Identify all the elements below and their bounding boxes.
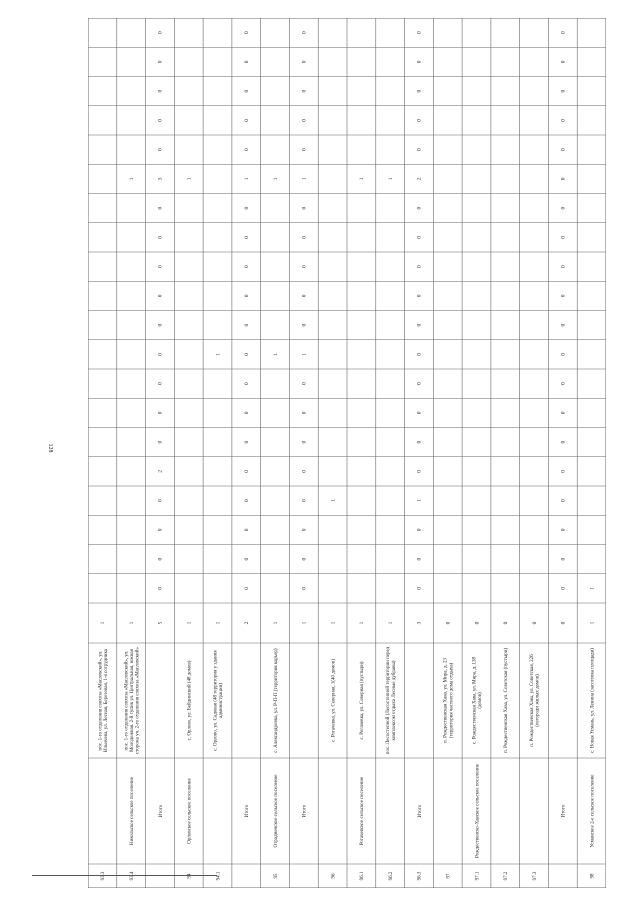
cell-value: 0: [301, 499, 308, 502]
cell-value: 0: [416, 236, 423, 239]
cell-value: 0: [416, 411, 423, 415]
cell-value: 0: [301, 587, 308, 590]
cell-value: 0: [560, 31, 567, 34]
row-locality: с. Орлово, ул. Садовая (48 территория у зданияадминистрации): [213, 650, 225, 751]
row-code: 98: [590, 873, 596, 879]
row-locality: с. Рогачевка, ул. Северная, 1(40 домов): [331, 659, 337, 742]
cell-value: 0: [157, 265, 164, 268]
row-total: 0: [531, 621, 538, 625]
row-total: 0: [503, 621, 510, 625]
cell-value: 0: [416, 440, 423, 444]
cell-value: 0: [244, 470, 251, 473]
cell-value: 0: [244, 440, 251, 444]
cell-value: 0: [157, 353, 164, 356]
row-total: 1: [100, 621, 107, 625]
cell-value: 0: [560, 353, 567, 356]
cell-value: 1: [186, 177, 193, 181]
cell-value: 1: [330, 499, 337, 502]
cell-value: 1: [416, 499, 423, 502]
cell-value: 0: [416, 60, 423, 64]
row-code: 94.1: [216, 871, 222, 881]
cell-value: 0: [244, 323, 251, 327]
cell-value: 0: [301, 323, 308, 327]
cell-value: 0: [560, 294, 567, 298]
cell-value: 0: [244, 528, 251, 532]
cell-value: 2: [157, 470, 164, 473]
cell-value: 0: [416, 148, 423, 151]
cell-value: 0: [560, 528, 567, 532]
row-region: Итого: [158, 804, 164, 818]
row-region: Рогачевское сельское поселение: [360, 776, 366, 846]
cell-value: 0: [301, 440, 308, 444]
cell-value: 0: [157, 411, 164, 415]
cell-value: 1: [387, 177, 394, 181]
cell-value: 3: [157, 177, 164, 181]
cell-value: 0: [301, 119, 308, 122]
cell-value: 0: [560, 411, 567, 415]
cell-value: 0: [157, 206, 164, 210]
row-total: 1: [589, 621, 596, 625]
cell-value: 0: [560, 236, 567, 239]
row-region: Итого: [561, 804, 567, 818]
cell-value: 0: [416, 382, 423, 385]
row-code: 93.3: [101, 871, 107, 881]
cell-value: 0: [244, 89, 251, 93]
cell-value: 0: [244, 499, 251, 502]
cell-value: 0: [416, 587, 423, 590]
cell-value: 0: [301, 557, 308, 561]
cell-value: 0: [301, 294, 308, 298]
cell-value: 0: [560, 587, 567, 590]
row-locality: пос. Лесостепной (Лесостепной территории передкомплексом отдыха Лесные дубравы): [386, 646, 397, 755]
cell-value: 0: [560, 119, 567, 122]
cell-value: 0: [416, 31, 423, 34]
cell-value: 1: [272, 177, 279, 181]
cell-value: 0: [157, 294, 164, 298]
cell-value: 0: [416, 470, 423, 473]
cell-value: 0: [157, 119, 164, 122]
cell-value: 1: [359, 177, 366, 181]
cell-value: 0: [416, 323, 423, 327]
cell-value: 0: [301, 528, 308, 532]
cell-value: 0: [157, 148, 164, 151]
cell-value: 0: [244, 148, 251, 151]
cell-value: 0: [301, 89, 308, 93]
cell-value: 0: [244, 294, 251, 298]
row-region: Итого: [245, 804, 251, 818]
cell-value: 1: [215, 353, 222, 356]
cell-value: 0: [244, 557, 251, 561]
cell-value: 0: [416, 265, 423, 268]
cell-value: 0: [560, 265, 567, 268]
cell-value: 0: [301, 148, 308, 151]
row-code: 95: [273, 873, 279, 879]
cell-value: 0: [301, 470, 308, 473]
row-locality: пос. 1-го отделения совхоза «Масловский», ул.Молодежная. 2-й тупик ул. Центральная, южнаясторона уч. 2-го отделения совхоза «Масловский»: [124, 647, 141, 754]
cell-value: 0: [416, 557, 423, 561]
cell-value: 2: [416, 177, 423, 181]
row-locality: п. Рождественская Хава, ул. Советская (пустыри): [504, 647, 510, 754]
row-code: 96.2: [388, 871, 394, 881]
cell-value: 0: [157, 528, 164, 532]
cell-value: 0: [301, 265, 308, 268]
cell-value: 0: [560, 557, 567, 561]
row-region: Итого: [302, 804, 308, 818]
cell-value: 0: [244, 119, 251, 122]
cell-value: 0: [560, 89, 567, 93]
cell-value: 0: [560, 177, 567, 181]
cell-value: 0: [301, 382, 308, 385]
cell-value: 0: [560, 440, 567, 444]
row-total: 2: [244, 621, 251, 625]
cell-value: 0: [416, 206, 423, 210]
row-total: 0: [474, 621, 481, 625]
row-total: 1: [301, 621, 308, 625]
row-code: 97.1: [475, 871, 481, 881]
cell-value: 0: [157, 89, 164, 93]
cell-value: 0: [560, 470, 567, 473]
row-locality: пос. 1-го отделения совхоза «Масловский», ул.Ильичева, ул. Лесная, Березовая, 1-я сотрудника: [98, 648, 109, 753]
cell-value: 0: [157, 236, 164, 239]
cell-value: 0: [244, 353, 251, 356]
cell-value: 0: [301, 236, 308, 239]
row-total: 3: [416, 621, 423, 625]
cell-value: 0: [244, 382, 251, 385]
cell-value: 0: [157, 440, 164, 444]
cell-value: 0: [560, 323, 567, 327]
row-region: Усманское 2-е сельское поселение: [590, 774, 596, 848]
cell-value: 0: [244, 206, 251, 210]
cell-value: 0: [157, 587, 164, 590]
cell-value: 0: [301, 206, 308, 210]
page-number: 128: [47, 443, 53, 453]
cell-value: 0: [416, 119, 423, 122]
cell-value: 0: [157, 323, 164, 327]
cell-value: 0: [560, 148, 567, 151]
row-code: 97: [446, 873, 452, 879]
row-locality: п. Рождественская Хава, ул. Советская, 226(изгороди жилых домов): [530, 654, 541, 747]
cell-value: 0: [301, 411, 308, 415]
data-table: [88, 18, 606, 888]
cell-value: 0: [560, 60, 567, 64]
row-code: 94: [187, 873, 193, 879]
cell-value: 0: [157, 60, 164, 64]
row-total: 1: [128, 621, 135, 625]
bottom-rule: [32, 875, 217, 876]
row-code: 96.1: [360, 871, 366, 881]
row-code: 96.3: [417, 871, 423, 881]
row-code: 97.2: [504, 871, 510, 881]
cell-value: 0: [416, 528, 423, 532]
table-grid: [88, 18, 606, 888]
cell-value: 0: [157, 382, 164, 385]
row-code: 93.4: [129, 871, 135, 881]
cell-value: 1: [589, 587, 596, 590]
row-region: Отрадненское сельское поселение: [273, 774, 279, 848]
row-locality: с. Александровка, ул. Р-П-П (территория карьер): [273, 648, 279, 753]
row-total: 1: [359, 621, 366, 625]
cell-value: 0: [560, 499, 567, 502]
row-locality: с. Новая Усмань, ул. Ленина (заготовка площади): [590, 648, 596, 753]
cell-value: 0: [157, 31, 164, 34]
cell-value: 0: [157, 557, 164, 561]
cell-value: 1: [301, 177, 308, 181]
row-region: Итого: [417, 804, 423, 818]
cell-value: 0: [416, 89, 423, 93]
cell-value: 1: [301, 353, 308, 356]
row-code: 97.3: [532, 871, 538, 881]
cell-value: 0: [560, 382, 567, 385]
cell-value: 0: [244, 31, 251, 34]
row-total: 1: [387, 621, 394, 625]
row-locality: с. Орлово, ул. Бейдинский (48 домов): [187, 660, 193, 741]
cell-value: 0: [301, 31, 308, 34]
cell-value: 0: [244, 265, 251, 268]
row-region: Никольское сельское поселение: [129, 777, 135, 845]
row-locality: с. Рогачевка, ул. Северная (пустыри): [360, 661, 366, 740]
row-code: 96: [331, 873, 337, 879]
cell-value: 1: [272, 353, 279, 356]
row-total: 5: [157, 621, 164, 625]
cell-value: 0: [244, 411, 251, 415]
cell-value: 0: [244, 60, 251, 64]
row-region: Орловское сельское поселение: [187, 778, 193, 844]
row-total: 1: [330, 621, 337, 625]
cell-value: 0: [416, 294, 423, 298]
row-total: 0: [560, 621, 567, 625]
row-locality: с. Рождественская Хава, ул. Мира, д. 138(домов): [472, 656, 484, 745]
cell-value: 0: [244, 236, 251, 239]
row-total: 1: [186, 621, 193, 625]
cell-value: 0: [157, 499, 164, 502]
cell-value: 1: [128, 177, 135, 181]
cell-value: 0: [301, 60, 308, 64]
row-locality: п. Рождественская Хава, ул. Мира, д. 23(территория частного дома отдыха): [443, 657, 455, 744]
row-total: 1: [215, 621, 222, 625]
cell-value: 0: [416, 353, 423, 356]
row-total: 1: [272, 621, 279, 625]
cell-value: 0: [560, 206, 567, 210]
cell-value: 0: [244, 587, 251, 590]
cell-value: 1: [244, 177, 251, 181]
row-region: Рождественско-Хавское сельское поселение: [475, 764, 481, 858]
row-total: 0: [445, 621, 452, 625]
